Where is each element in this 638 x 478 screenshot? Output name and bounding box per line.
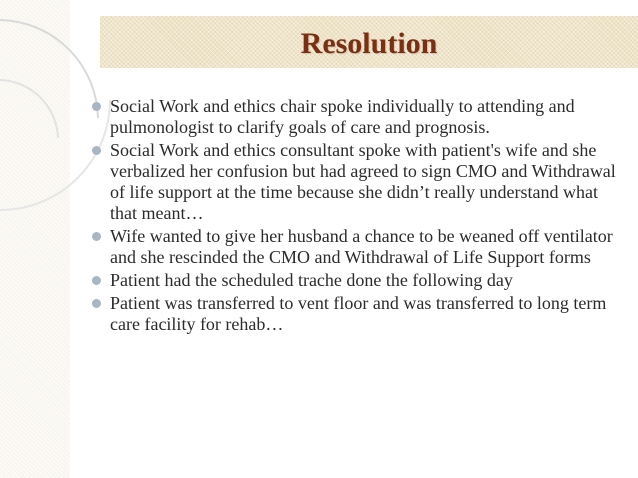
bullet-item xyxy=(92,96,622,138)
decorative-ring-inner xyxy=(0,80,58,138)
bullet-list xyxy=(92,96,622,337)
bullet-text: Social Work and ethics consultant spoke with patient's wife and she verbalized her confusion but had agreed to sign CMO and Withdrawal of life support at the time because she didn’t really understand what that meant… xyxy=(110,140,616,223)
bullet-dot-icon xyxy=(92,146,101,155)
bullet-text: Patient was transferred to vent floor and was transferred to long term care facility for rehab… xyxy=(110,293,607,334)
bullet-item xyxy=(92,293,622,335)
bullet-text: Social Work and ethics chair spoke individually to attending and pulmonologist to clarify goals of care and prognosis. xyxy=(110,96,575,137)
bullet-dot-icon xyxy=(92,276,101,285)
bullet-text: Patient had the scheduled trache done the following day xyxy=(110,270,513,290)
bullet-dot-icon xyxy=(92,232,101,241)
bullet-item xyxy=(92,140,622,224)
slide-title: Resolution xyxy=(300,27,438,60)
bullet-item xyxy=(92,270,622,291)
bullet-dot-icon xyxy=(92,102,101,111)
decorative-ring-outer xyxy=(0,20,98,118)
bullet-item xyxy=(92,226,622,268)
bullet-text: Wife wanted to give her husband a chance to be weaned off ventilator and she rescinded the CMO and Withdrawal of Life Support forms xyxy=(110,226,613,267)
bullet-dot-icon xyxy=(92,299,101,308)
